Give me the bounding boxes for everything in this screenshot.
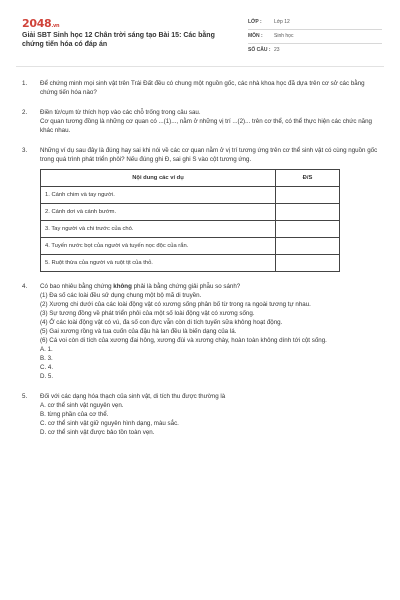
site-logo[interactable]	[22, 16, 59, 32]
table-row	[41, 254, 340, 271]
question-text	[40, 283, 380, 292]
meta-value: 23	[274, 47, 280, 54]
table-header-answer: Đ/S	[276, 169, 340, 186]
question-text-part: Có bao nhiêu bằng chứng	[40, 282, 114, 290]
meta-value: Sinh học	[274, 32, 294, 39]
meta-row-count	[248, 44, 382, 58]
table-row	[41, 237, 340, 254]
header-divider	[16, 66, 384, 67]
statement-item: (6) Cá voi còn di tích của xương đai hông, xương đùi và xương chày, hoàn toàn không dính tới cột sống.	[40, 336, 327, 344]
logo-text: 2048	[22, 17, 52, 30]
true-false-table	[40, 169, 340, 272]
page-header	[22, 16, 382, 60]
answer-option[interactable]: B. từng phần của cơ thể.	[40, 410, 109, 418]
question-number: 1.	[22, 80, 28, 87]
question-5	[22, 393, 380, 438]
question-number: 3.	[22, 146, 28, 154]
answer-cell[interactable]	[276, 186, 340, 203]
document-title: Giải SBT Sinh học 12 Chân trời sáng tạo Bài 15: Các bằng chứng tiến hóa có đáp án	[22, 32, 215, 49]
statement-item: (4) Ở các loài động vật có vú, đa số con đực vẫn còn di tích tuyến sữa không hoạt động.	[40, 318, 283, 326]
question-text-fill: Cơ quan tương đồng là những cơ quan có ...(1)..., nằm ở những vị trí ...(2)... trên cơ thể, có thể thực hiện các chức năng khác nhau.	[40, 117, 372, 134]
statement-item: (1) Đa số các loài đều sử dụng chung một bộ mã di truyền.	[40, 291, 202, 299]
answer-cell[interactable]	[276, 237, 340, 254]
table-cell: 4. Tuyến nước bọt của người và tuyến nọc độc của rắn.	[41, 237, 276, 254]
table-row	[41, 203, 340, 220]
answer-option[interactable]: C. cơ thể sinh vật giữ nguyên hình dạng, màu sắc.	[40, 419, 179, 427]
meta-value: Lớp 12	[274, 18, 290, 25]
answer-option[interactable]: C. 4.	[40, 363, 54, 371]
answer-cell[interactable]	[276, 254, 340, 271]
answer-option[interactable]: D. cơ thể sinh vật được bảo tồn toàn vẹn.	[40, 428, 155, 436]
table-header-content: Nội dung các ví dụ	[41, 169, 276, 186]
question-4	[22, 283, 380, 382]
logo-suffix: .vn	[51, 23, 60, 29]
answer-option[interactable]: D. 5.	[40, 372, 54, 380]
question-number: 2.	[22, 108, 28, 116]
question-number: 5.	[22, 392, 28, 400]
statement-item: (2) Xương chi dưới của các loài động vật có xương sống phân bố từ trong ra ngoài tương tự nhau.	[40, 300, 311, 308]
table-cell: 2. Cánh dơi và cánh bướm.	[41, 203, 276, 220]
meta-label: LỚP :	[248, 18, 262, 25]
question-text-emphasis: không	[113, 282, 132, 290]
meta-row-subject	[248, 30, 382, 44]
question-1	[22, 80, 380, 98]
answer-option[interactable]: B. 3.	[40, 354, 53, 362]
table-header-row	[41, 169, 340, 186]
question-text-part: phải là bằng chứng giải phẫu so sánh?	[131, 282, 241, 290]
question-3	[22, 147, 380, 272]
meta-label: SỐ CÂU :	[248, 47, 271, 54]
table-cell: 5. Ruột thừa của người và ruột tịt của thỏ.	[41, 254, 276, 271]
answer-cell[interactable]	[276, 203, 340, 220]
table-row	[41, 186, 340, 203]
answer-option[interactable]: A. 1.	[40, 345, 53, 353]
question-text: Đối với các dạng hóa thạch của sinh vật, di tích thu được thường là	[40, 392, 226, 400]
question-2	[22, 109, 380, 136]
question-text: Để chứng minh mọi sinh vật trên Trái Đất đều có chung một nguồn gốc, các nhà khoa học đã dựa trên cơ sở các bằng chứng tiến hóa nào?	[40, 80, 365, 96]
document-meta	[248, 16, 382, 58]
meta-label: MÔN :	[248, 32, 263, 39]
table-row	[41, 220, 340, 237]
answer-option[interactable]: A. cơ thể sinh vật nguyên vẹn.	[40, 401, 124, 409]
table-cell: 1. Cánh chim và tay người.	[41, 186, 276, 203]
meta-row-class	[248, 16, 382, 30]
statement-item: (5) Gai xương rồng và tua cuốn của đậu hà lan đều là biến dạng của lá.	[40, 327, 237, 335]
question-list	[22, 80, 380, 449]
table-cell: 3. Tay người và chi trước của chó.	[41, 220, 276, 237]
question-number: 4.	[22, 282, 28, 290]
statement-item: (3) Sự tương đồng về phát triển phôi của một số loài động vật có xương sống.	[40, 309, 255, 317]
question-text: Những ví dụ sau đây là đúng hay sai khi nói về các cơ quan nằm ở vị trí tương ứng trên cơ thể sinh vật có cùng nguồn gốc trong quá trình phát triển phôi? Nếu đúng ghi Đ, sai ghi S vào cột tương ứng.	[40, 146, 378, 163]
answer-cell[interactable]	[276, 220, 340, 237]
question-text: Điền từ/cụm từ thích hợp vào các chỗ trống trong câu sau.	[40, 108, 201, 116]
